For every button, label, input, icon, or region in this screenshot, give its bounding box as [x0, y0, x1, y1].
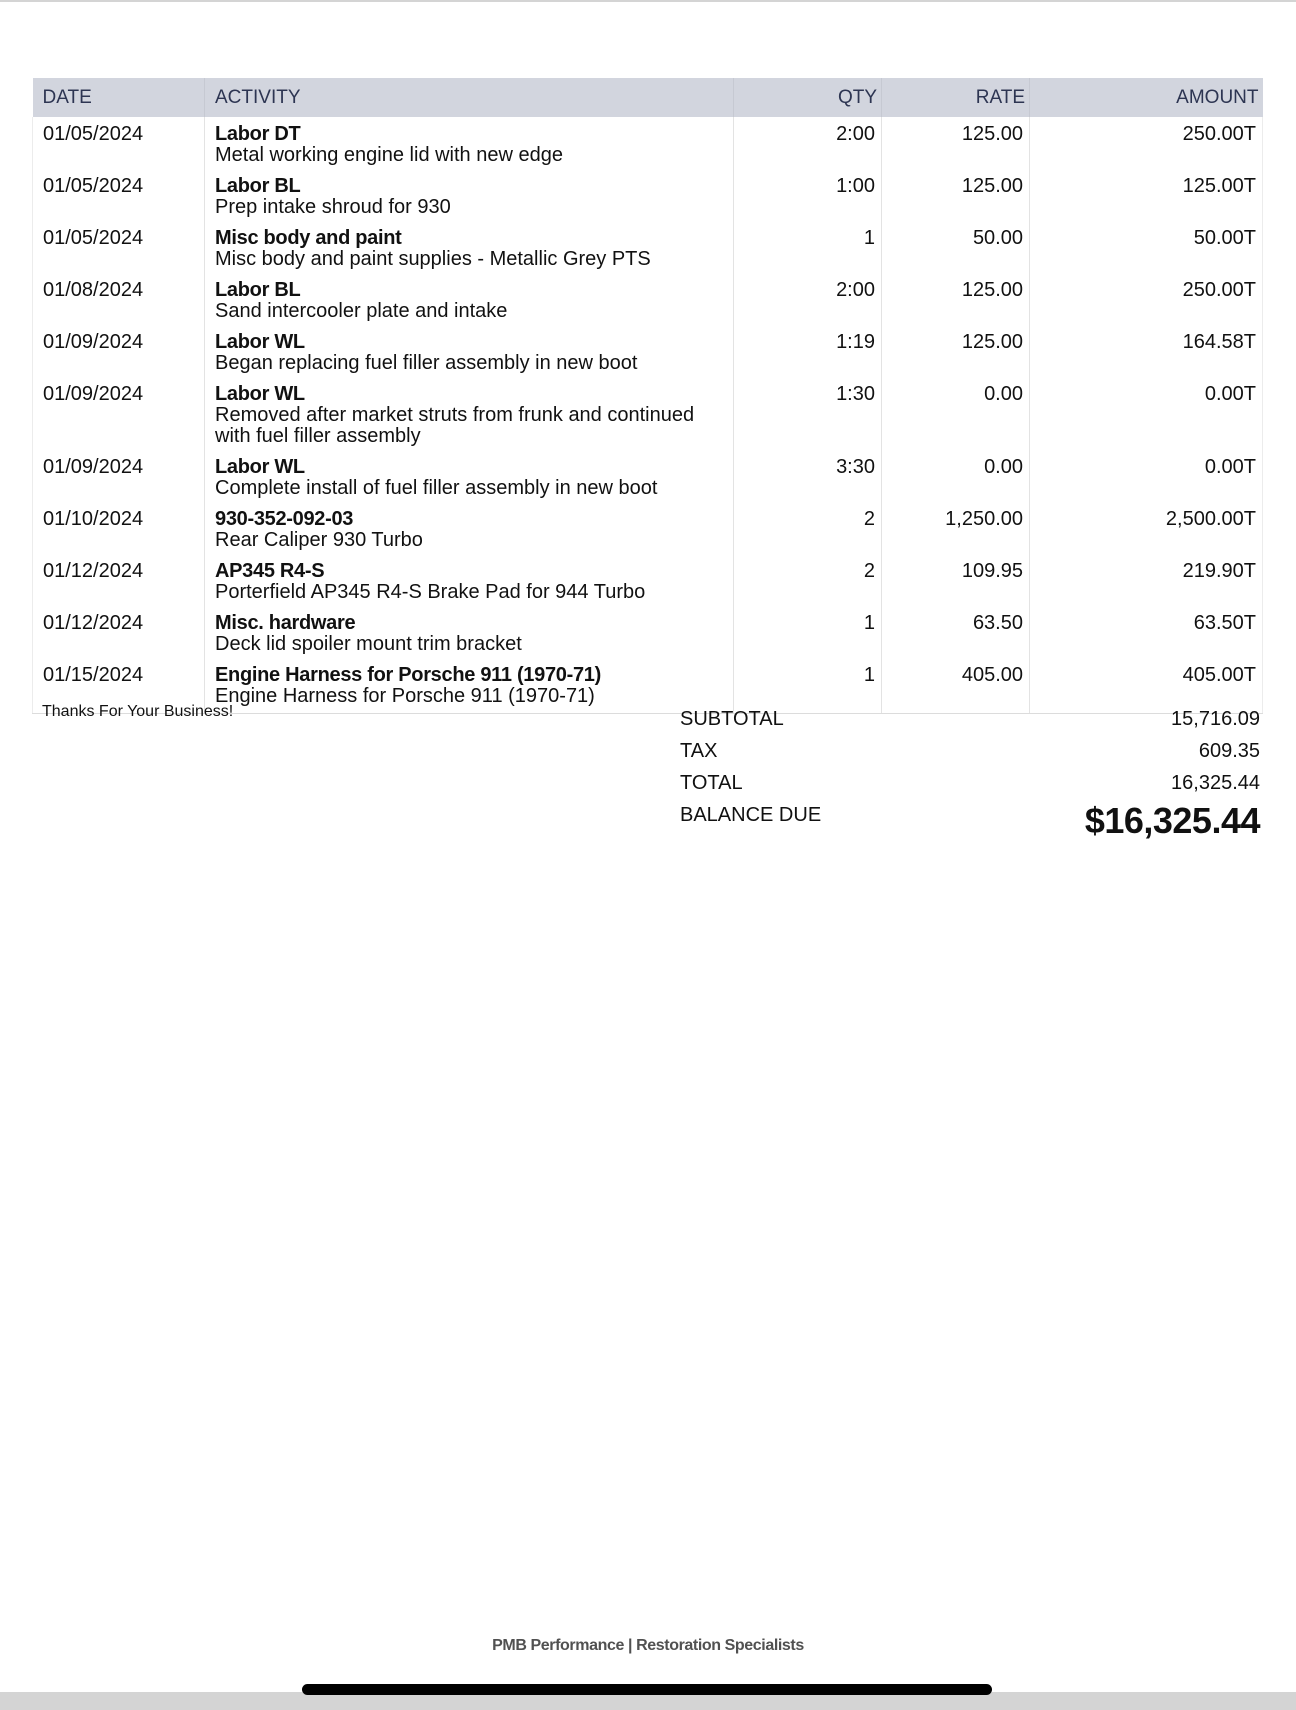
row-activity: [205, 554, 734, 606]
activity-description: Misc body and paint supplies - Metallic Grey PTS: [215, 248, 651, 270]
tax-label: TAX: [680, 740, 718, 762]
company-footer: PMB Performance | Restoration Specialists: [492, 1637, 804, 1654]
row-date-text: 01/05/2024: [43, 123, 144, 145]
activity-title: Labor BL: [215, 175, 301, 197]
activity-description: Complete install of fuel filler assembly in new boot: [215, 477, 658, 499]
row-amount-text: 63.50T: [1193, 612, 1256, 634]
activity-title: Misc. hardware: [215, 612, 356, 634]
row-amount: [1030, 325, 1263, 377]
row-amount-text: 0.00T: [1204, 383, 1256, 405]
totals-section: [680, 703, 1260, 841]
row-date: [33, 554, 205, 606]
invoice-line-items-table: [32, 78, 1263, 714]
row-rate-text: 0.00: [984, 383, 1023, 405]
row-amount-text: 405.00T: [1182, 664, 1256, 686]
row-amount-text: 50.00T: [1193, 227, 1256, 249]
row-qty: [734, 117, 882, 169]
subtotal-label: SUBTOTAL: [680, 708, 784, 730]
row-rate: [882, 117, 1030, 169]
row-qty: [734, 169, 882, 221]
row-qty-text: 1: [863, 227, 875, 249]
row-date-text: 01/12/2024: [43, 612, 144, 634]
row-rate: [882, 221, 1030, 273]
row-qty-text: 2:00: [836, 279, 875, 301]
row-date-text: 01/12/2024: [43, 560, 144, 582]
row-amount-text: 250.00T: [1182, 279, 1256, 301]
header-qty: QTY: [734, 78, 882, 117]
header-amount: AMOUNT: [1030, 78, 1263, 117]
row-rate: [882, 502, 1030, 554]
row-date-text: 01/08/2024: [43, 279, 144, 301]
balance-due-value: $16,325.44: [1084, 800, 1260, 841]
header-activity: ACTIVITY: [205, 78, 734, 117]
row-qty-text: 2:00: [836, 123, 875, 145]
activity-title: Labor WL: [215, 456, 305, 478]
activity-title: Misc body and paint: [215, 227, 402, 249]
row-date-text: 01/05/2024: [43, 175, 144, 197]
home-indicator[interactable]: [302, 1684, 992, 1695]
row-date: [33, 221, 205, 273]
total-value: 16,325.44: [1171, 772, 1260, 794]
row-date: [33, 169, 205, 221]
top-divider: [0, 0, 1296, 2]
activity-description: Removed after market struts from frunk and continued with fuel filler assembly: [215, 404, 695, 447]
tax-row: [680, 735, 1260, 767]
row-date-text: 01/10/2024: [43, 508, 144, 530]
activity-description: Porterfield AP345 R4-S Brake Pad for 944 Turbo: [215, 581, 646, 603]
row-date-text: 01/15/2024: [43, 664, 144, 686]
row-rate: [882, 273, 1030, 325]
row-qty-text: 1: [863, 664, 875, 686]
row-qty: [734, 554, 882, 606]
row-rate-text: 0.00: [984, 456, 1023, 478]
total-row: [680, 767, 1260, 799]
row-rate: [882, 606, 1030, 658]
row-date-text: 01/05/2024: [43, 227, 144, 249]
header-rate: RATE: [882, 78, 1030, 117]
row-amount-text: 164.58T: [1182, 331, 1256, 353]
row-rate-text: 125.00: [961, 175, 1023, 197]
row-rate-text: 405.00: [961, 664, 1023, 686]
table-row: [33, 606, 1263, 658]
row-rate: [882, 169, 1030, 221]
activity-description: Rear Caliper 930 Turbo: [215, 529, 423, 551]
row-amount-text: 0.00T: [1204, 456, 1256, 478]
row-rate-text: 125.00: [961, 279, 1023, 301]
row-rate-text: 125.00: [961, 331, 1023, 353]
row-amount-text: 250.00T: [1182, 123, 1256, 145]
total-label: TOTAL: [680, 772, 743, 794]
table-row: [33, 554, 1263, 606]
row-qty-text: 1: [863, 612, 875, 634]
row-amount: [1030, 502, 1263, 554]
row-amount-text: 219.90T: [1182, 560, 1256, 582]
subtotal-value: 15,716.09: [1171, 708, 1260, 730]
activity-title: Engine Harness for Porsche 911 (1970-71): [215, 664, 601, 686]
row-amount: [1030, 606, 1263, 658]
row-rate-text: 125.00: [961, 123, 1023, 145]
activity-title: Labor WL: [215, 331, 305, 353]
row-rate: [882, 377, 1030, 450]
table-row: [33, 502, 1263, 554]
row-qty-text: 2: [863, 560, 875, 582]
row-date: [33, 502, 205, 554]
row-activity: [205, 377, 734, 450]
row-date: [33, 450, 205, 502]
activity-title: Labor BL: [215, 279, 301, 301]
activity-description: Metal working engine lid with new edge: [215, 144, 563, 166]
row-date: [33, 325, 205, 377]
row-date: [33, 377, 205, 450]
activity-description: Deck lid spoiler mount trim bracket: [215, 633, 522, 655]
row-qty-text: 1:30: [836, 383, 875, 405]
row-amount: [1030, 117, 1263, 169]
subtotal-row: [680, 703, 1260, 735]
balance-due-label: BALANCE DUE: [680, 804, 822, 826]
row-activity: [205, 221, 734, 273]
activity-title: Labor DT: [215, 123, 301, 145]
row-amount: [1030, 554, 1263, 606]
table-row: [33, 169, 1263, 221]
header-date: DATE: [33, 78, 205, 117]
row-qty-text: 1:00: [836, 175, 875, 197]
activity-title: Labor WL: [215, 383, 305, 405]
row-rate: [882, 325, 1030, 377]
row-rate-text: 1,250.00: [945, 508, 1023, 530]
row-qty: [734, 502, 882, 554]
row-qty-text: 1:19: [836, 331, 875, 353]
row-amount: [1030, 169, 1263, 221]
row-activity: [205, 606, 734, 658]
row-rate: [882, 554, 1030, 606]
table-row: [33, 117, 1263, 169]
row-rate-text: 63.50: [972, 612, 1023, 634]
row-activity: [205, 273, 734, 325]
row-date-text: 01/09/2024: [43, 456, 144, 478]
row-date: [33, 273, 205, 325]
tax-value: 609.35: [1198, 740, 1260, 762]
row-amount: [1030, 273, 1263, 325]
invoice-table-container: [32, 78, 1262, 714]
table-header-row: [33, 78, 1263, 117]
row-amount: [1030, 377, 1263, 450]
activity-description: Engine Harness for Porsche 911 (1970-71): [215, 685, 595, 707]
activity-description: Prep intake shroud for 930: [215, 196, 451, 218]
row-amount: [1030, 450, 1263, 502]
row-activity: [205, 169, 734, 221]
activity-title: AP345 R4-S: [215, 560, 325, 582]
row-rate-text: 109.95: [961, 560, 1023, 582]
row-activity: [205, 450, 734, 502]
row-rate: [882, 450, 1030, 502]
row-qty-text: 2: [863, 508, 875, 530]
row-amount-text: 2,500.00T: [1165, 508, 1256, 530]
activity-title: 930-352-092-03: [215, 508, 354, 530]
row-amount-text: 125.00T: [1182, 175, 1256, 197]
row-date: [33, 117, 205, 169]
row-date: [33, 606, 205, 658]
row-activity: [205, 117, 734, 169]
row-qty: [734, 273, 882, 325]
row-rate-text: 50.00: [972, 227, 1023, 249]
row-qty-text: 3:30: [836, 456, 875, 478]
table-row: [33, 377, 1263, 450]
table-row: [33, 325, 1263, 377]
row-activity: [205, 502, 734, 554]
row-amount: [1030, 221, 1263, 273]
row-date-text: 01/09/2024: [43, 383, 144, 405]
row-qty: [734, 606, 882, 658]
row-activity: [205, 325, 734, 377]
thanks-message: Thanks For Your Business!: [42, 703, 234, 720]
row-qty: [734, 221, 882, 273]
row-activity: [205, 658, 734, 714]
table-row: [33, 450, 1263, 502]
activity-description: Began replacing fuel filler assembly in new boot: [215, 352, 638, 374]
row-qty: [734, 450, 882, 502]
row-qty: [734, 325, 882, 377]
row-qty: [734, 377, 882, 450]
table-row: [33, 273, 1263, 325]
row-date-text: 01/09/2024: [43, 331, 144, 353]
table-row: [33, 221, 1263, 273]
activity-description: Sand intercooler plate and intake: [215, 300, 508, 322]
balance-due-row: [680, 799, 1260, 841]
